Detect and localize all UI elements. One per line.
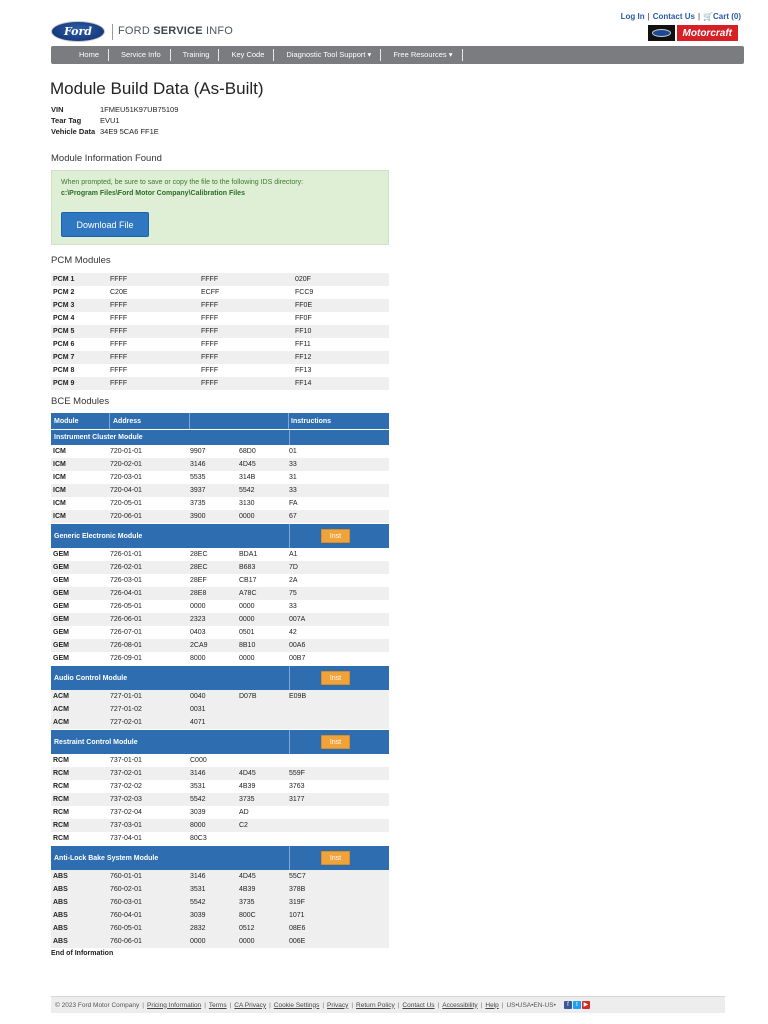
bce-value: 28EC: [190, 551, 208, 558]
pcm-value: FCC9: [295, 289, 314, 296]
pcm-value: FFFF: [110, 315, 128, 322]
nav-service-info[interactable]: Service Info: [108, 49, 170, 61]
bce-value: A1: [289, 551, 298, 558]
bce-module-code: ICM: [53, 474, 66, 481]
bce-module-code: RCM: [53, 835, 69, 842]
bce-row: [51, 832, 389, 845]
bce-value: 3937: [190, 487, 206, 494]
bce-address: 726-04-01: [110, 590, 142, 597]
bce-value: 67: [289, 513, 297, 520]
bce-value: 7D: [289, 564, 298, 571]
bce-value: 3735: [190, 500, 206, 507]
bce-value: 5542: [190, 796, 206, 803]
bce-value: FA: [289, 500, 298, 507]
bce-row: [51, 793, 389, 806]
bce-value: C000: [190, 757, 207, 764]
bce-value: 4B39: [239, 886, 256, 893]
pcm-row: [51, 377, 389, 390]
bce-value: 28EF: [190, 577, 207, 584]
contact-us-link[interactable]: Contact Us: [652, 12, 695, 21]
pcm-value: FFFF: [201, 367, 219, 374]
bce-value: 42: [289, 629, 297, 636]
bce-value: 3531: [190, 886, 206, 893]
bce-value: 0000: [239, 513, 255, 520]
notice-message: When prompted, be sure to save or copy the file to the following IDS directory:: [61, 179, 304, 186]
bce-value: 5535: [190, 474, 206, 481]
bce-row: [51, 445, 389, 458]
bce-value: 9907: [190, 448, 206, 455]
pcm-section-title: PCM Modules: [51, 255, 111, 266]
vehicle-meta: [51, 104, 178, 137]
bce-value: 1071: [289, 912, 305, 919]
footer-link[interactable]: Pricing Information: [146, 1001, 202, 1009]
bce-value: 5542: [190, 899, 206, 906]
header-address: Address: [110, 413, 190, 429]
bce-value: 33: [289, 603, 297, 610]
bce-row: [51, 870, 389, 883]
bce-address: 727-02-01: [110, 719, 142, 726]
notice-path: c:\Program Files\Ford Motor Company\Calibration Files: [61, 190, 245, 197]
twitter-icon[interactable]: t: [573, 1001, 581, 1009]
module-group-header: [51, 729, 389, 754]
bce-value: 4071: [190, 719, 206, 726]
bce-address: 720-06-01: [110, 513, 142, 520]
bce-address: 737-04-01: [110, 835, 142, 842]
bce-value: 3146: [190, 461, 206, 468]
bce-value: 2832: [190, 925, 206, 932]
bce-value: 00B7: [289, 655, 306, 662]
bce-address: 727-01-02: [110, 706, 142, 713]
bce-value: 3763: [289, 783, 305, 790]
bce-row: [51, 690, 389, 703]
bce-module-code: ABS: [53, 873, 68, 880]
pcm-module-name: PCM 1: [53, 276, 75, 283]
bce-value: 3146: [190, 770, 206, 777]
bce-row: [51, 600, 389, 613]
bce-address: 737-02-01: [110, 770, 142, 777]
bce-address: 726-08-01: [110, 642, 142, 649]
bce-value: 8B10: [239, 642, 256, 649]
bce-value: 3177: [289, 796, 305, 803]
pcm-value: FFFF: [201, 302, 219, 309]
bce-value: BDA1: [239, 551, 258, 558]
bce-address: 720-03-01: [110, 474, 142, 481]
copyright: © 2023 Ford Motor Company: [55, 1001, 140, 1009]
bce-address: 760-02-01: [110, 886, 142, 893]
youtube-icon[interactable]: ▶: [583, 1002, 589, 1008]
bce-value: 68D0: [239, 448, 256, 455]
bce-value: 28EC: [190, 564, 208, 571]
module-group-name: Audio Control Module: [54, 674, 128, 682]
bce-value: A78C: [239, 590, 257, 597]
bce-module-code: GEM: [53, 629, 69, 636]
bce-module-code: RCM: [53, 757, 69, 764]
bce-address: 726-09-01: [110, 655, 142, 662]
bce-address: 726-06-01: [110, 616, 142, 623]
bce-module-code: GEM: [53, 564, 69, 571]
bce-module-code: RCM: [53, 809, 69, 816]
header-instructions: Instructions: [291, 417, 332, 425]
bce-row: [51, 922, 389, 935]
bce-row: [51, 471, 389, 484]
page-title: Module Build Data (As-Built): [50, 79, 264, 98]
bce-address: 737-01-01: [110, 757, 142, 764]
bce-row: [51, 574, 389, 587]
bce-row: [51, 935, 389, 948]
ford-small-logo: [648, 25, 675, 41]
pcm-value: FF13: [295, 367, 312, 374]
pcm-value: ECFF: [201, 289, 220, 296]
bce-row: [51, 626, 389, 639]
bce-module-code: ICM: [53, 513, 66, 520]
bce-value: 0501: [239, 629, 255, 636]
bce-row: [51, 767, 389, 780]
nav-free-resources[interactable]: Free Resources ▾: [380, 49, 461, 61]
bce-row: [51, 909, 389, 922]
pcm-table: [51, 273, 389, 390]
bce-value: 0000: [239, 655, 255, 662]
bce-module-code: GEM: [53, 551, 69, 558]
cart-icon: 🛒: [703, 12, 713, 21]
bce-module-code: ICM: [53, 500, 66, 507]
bce-value: 2A: [289, 577, 298, 584]
bce-value: 28E8: [190, 590, 207, 597]
pcm-value: FFFF: [110, 276, 128, 283]
pcm-value: FF0F: [295, 315, 312, 322]
bce-value: 3531: [190, 783, 206, 790]
pcm-row: [51, 273, 389, 286]
bce-value: C2: [239, 822, 248, 829]
bce-value: 8000: [190, 655, 206, 662]
pcm-value: FFFF: [110, 367, 128, 374]
pcm-value: FF0E: [295, 302, 313, 309]
bce-value: 0031: [190, 706, 206, 713]
pcm-module-name: PCM 8: [53, 367, 75, 374]
bce-address: 726-05-01: [110, 603, 142, 610]
bce-row: [51, 819, 389, 832]
pcm-value: FFFF: [110, 302, 128, 309]
bce-row: [51, 703, 389, 716]
inst-button[interactable]: Inst: [321, 671, 350, 685]
bce-value: 3130: [239, 500, 255, 507]
bce-address: 720-02-01: [110, 461, 142, 468]
header-module: Module: [51, 413, 110, 429]
bce-value: 33: [289, 461, 297, 468]
bce-module-code: GEM: [53, 590, 69, 597]
bce-address: 737-03-01: [110, 822, 142, 829]
bce-address: 727-01-01: [110, 693, 142, 700]
bce-value: E09B: [289, 693, 307, 700]
footer-link[interactable]: Contact Us: [402, 1001, 435, 1009]
bce-value: 559F: [289, 770, 305, 777]
bce-module-code: RCM: [53, 783, 69, 790]
bce-row: [51, 780, 389, 793]
bce-value: 0403: [190, 629, 206, 636]
pcm-value: FF14: [295, 380, 312, 387]
nav-home[interactable]: Home: [79, 50, 100, 59]
bce-address: 760-03-01: [110, 899, 142, 906]
bce-module-code: ACM: [53, 719, 69, 726]
bce-module-code: ICM: [53, 448, 66, 455]
bce-module-code: ICM: [53, 487, 66, 494]
bce-value: 3039: [190, 912, 206, 919]
bce-row: [51, 484, 389, 497]
ford-logo[interactable]: Ford: [51, 21, 105, 42]
footer-link[interactable]: Accessibility: [442, 1001, 478, 1009]
pcm-value: FFFF: [201, 315, 219, 322]
bce-value: CB17: [239, 577, 257, 584]
bce-address: 737-02-02: [110, 783, 142, 790]
pcm-module-name: PCM 4: [53, 315, 75, 322]
pcm-value: FF10: [295, 328, 312, 335]
bce-module-code: ACM: [53, 693, 69, 700]
bce-row: [51, 716, 389, 729]
pcm-value: FFFF: [201, 380, 219, 387]
bce-address: 726-07-01: [110, 629, 142, 636]
bce-address: 760-01-01: [110, 873, 142, 880]
bce-value: 00A6: [289, 642, 306, 649]
bce-value: 0000: [190, 603, 206, 610]
module-group-header: [51, 845, 389, 870]
footer-link[interactable]: Terms: [208, 1001, 227, 1009]
bce-row: [51, 896, 389, 909]
bce-value: 314B: [239, 474, 256, 481]
pcm-value: FFFF: [110, 354, 128, 361]
bce-module-code: GEM: [53, 616, 69, 623]
bce-row: [51, 652, 389, 665]
pcm-row: [51, 325, 389, 338]
pcm-value: FFFF: [201, 341, 219, 348]
motorcraft-logo: Motorcraft: [677, 25, 738, 41]
pcm-value: FFFF: [201, 276, 219, 283]
footer-links: | Pricing Information | Terms | CA Privacy | Cookie Settings | Privacy | Return Policy | Contact Us | Accessibility | Help: [142, 1001, 499, 1009]
nav-training[interactable]: Training: [170, 49, 219, 61]
pcm-value: FFFF: [201, 328, 219, 335]
footer-link[interactable]: CA Privacy: [234, 1001, 267, 1009]
bce-row: [51, 497, 389, 510]
bce-value: 4D45: [239, 873, 256, 880]
bce-row: [51, 561, 389, 574]
pcm-value: FFFF: [110, 380, 128, 387]
bce-row: [51, 754, 389, 767]
module-group-name: Generic Electronic Module: [54, 532, 143, 540]
download-notice: [51, 170, 389, 245]
pcm-value: FF12: [295, 354, 312, 361]
bce-header-row: [51, 413, 389, 429]
bce-value: 75: [289, 590, 297, 597]
pcm-module-name: PCM 9: [53, 380, 75, 387]
vin-row: VIN 1FMEU51K97UB75109: [51, 105, 179, 114]
bce-value: 006E: [289, 938, 306, 945]
module-group-name: Anti-Lock Bake System Module: [54, 854, 159, 862]
bce-row: [51, 883, 389, 896]
nav-end-divider: [462, 49, 463, 61]
bce-value: 4D45: [239, 770, 256, 777]
bce-value: 3900: [190, 513, 206, 520]
pcm-row: [51, 364, 389, 377]
pcm-module-name: PCM 2: [53, 289, 75, 296]
main-nav: [51, 46, 744, 64]
bce-module-code: ABS: [53, 925, 68, 932]
bce-value: 0000: [190, 938, 206, 945]
nav-key-code[interactable]: Key Code: [218, 49, 273, 61]
module-group-header: [51, 429, 389, 445]
footer-link[interactable]: Cookie Settings: [273, 1001, 320, 1009]
bce-value: 3735: [239, 899, 255, 906]
bce-value: 55C7: [289, 873, 306, 880]
module-group-header: [51, 523, 389, 548]
bce-module-code: RCM: [53, 822, 69, 829]
bce-value: 31: [289, 474, 297, 481]
bce-value: AD: [239, 809, 249, 816]
site-footer: © 2023 Ford Motor Company | Pricing Information | Terms | CA Privacy | Cookie Settings | Privacy | Return Policy | Contact Us | Accessibility | Help | US•USA•EN-US• f t ▶: [51, 996, 725, 1013]
bce-module-code: ABS: [53, 938, 68, 945]
bce-row: [51, 458, 389, 471]
bce-address: 726-01-01: [110, 551, 142, 558]
pcm-module-name: PCM 6: [53, 341, 75, 348]
bce-value: 007A: [289, 616, 306, 623]
bce-value: 800C: [239, 912, 256, 919]
brand-title: FORD SERVICE INFO: [118, 25, 234, 37]
footer-link[interactable]: Help: [485, 1001, 499, 1009]
facebook-icon[interactable]: f: [564, 1001, 572, 1009]
pcm-module-name: PCM 5: [53, 328, 75, 335]
download-file-button[interactable]: Download File: [61, 212, 149, 237]
module-group-name: Restraint Control Module: [54, 738, 138, 746]
bce-address: 760-05-01: [110, 925, 142, 932]
bce-address: 760-04-01: [110, 912, 142, 919]
bce-row: [51, 639, 389, 652]
bce-address: 726-02-01: [110, 564, 142, 571]
bce-value: 80C3: [190, 835, 207, 842]
bce-module-code: RCM: [53, 796, 69, 803]
bce-address: 720-05-01: [110, 500, 142, 507]
locale-selector[interactable]: US•USA•EN-US•: [506, 1001, 556, 1009]
tear-tag-row: Tear Tag EVU1: [51, 116, 120, 125]
bce-row: [51, 510, 389, 523]
social-links: [564, 1001, 590, 1009]
account-links: Log In | Contact Us | 🛒Cart (0): [620, 12, 741, 21]
bce-row: [51, 548, 389, 561]
pcm-value: FFFF: [110, 328, 128, 335]
bce-address: 737-02-04: [110, 809, 142, 816]
bce-address: 720-04-01: [110, 487, 142, 494]
pcm-row: [51, 351, 389, 364]
bce-address: 737-02-03: [110, 796, 142, 803]
bce-module-code: GEM: [53, 577, 69, 584]
pcm-row: [51, 338, 389, 351]
bce-value: 8000: [190, 822, 206, 829]
info-heading: Module Information Found: [51, 153, 162, 164]
site-header: [51, 12, 741, 46]
bce-module-code: ACM: [53, 706, 69, 713]
bce-value: 4D45: [239, 461, 256, 468]
bce-section-title: BCE Modules: [51, 396, 110, 407]
end-of-information: End of Information: [51, 950, 114, 957]
bce-module-code: ABS: [53, 912, 68, 919]
bce-address: 760-06-01: [110, 938, 142, 945]
pcm-value: C20E: [110, 289, 128, 296]
bce-value: 0040: [190, 693, 206, 700]
cart-link[interactable]: 🛒Cart (0): [703, 12, 741, 21]
bce-value: 33: [289, 487, 297, 494]
bce-value: B683: [239, 564, 256, 571]
bce-module-code: GEM: [53, 655, 69, 662]
bce-row: [51, 806, 389, 819]
vehicle-data-row: Vehicle Data 34E9 5CA6 FF1E: [51, 127, 159, 136]
bce-value: 4B39: [239, 783, 256, 790]
bce-value: 3146: [190, 873, 206, 880]
bce-value: 0512: [239, 925, 255, 932]
bce-module-code: ABS: [53, 886, 68, 893]
bce-module-code: GEM: [53, 603, 69, 610]
bce-value: 0000: [239, 603, 255, 610]
bce-value: 0000: [239, 616, 255, 623]
bce-table: [51, 413, 389, 948]
bce-module-code: ABS: [53, 899, 68, 906]
inst-button[interactable]: Inst: [321, 529, 350, 543]
bce-module-code: ICM: [53, 461, 66, 468]
login-link[interactable]: Log In: [620, 12, 645, 21]
pcm-row: [51, 299, 389, 312]
pcm-module-name: PCM 3: [53, 302, 75, 309]
module-group-header: [51, 665, 389, 690]
bce-value: 319F: [289, 899, 305, 906]
header-blank: [190, 413, 289, 429]
nav-diagnostic-tool-support[interactable]: Diagnostic Tool Support ▾: [273, 49, 380, 61]
bce-value: 01: [289, 448, 297, 455]
pcm-row: [51, 312, 389, 325]
bce-value: 0000: [239, 938, 255, 945]
pcm-value: FFFF: [201, 354, 219, 361]
bce-value: 08E6: [289, 925, 306, 932]
motorcraft-logos[interactable]: [648, 25, 738, 41]
pcm-module-name: PCM 7: [53, 354, 75, 361]
bce-value: 5542: [239, 487, 255, 494]
pcm-row: [51, 286, 389, 299]
bce-value: 378B: [289, 886, 306, 893]
footer-link[interactable]: Privacy: [327, 1001, 349, 1009]
pcm-value: FFFF: [110, 341, 128, 348]
bce-address: 726-03-01: [110, 577, 142, 584]
footer-link[interactable]: Return Policy: [356, 1001, 395, 1009]
bce-row: [51, 613, 389, 626]
module-group-name: Instrument Cluster Module: [54, 434, 143, 441]
bce-module-code: RCM: [53, 770, 69, 777]
bce-value: D07B: [239, 693, 257, 700]
bce-value: 2323: [190, 616, 206, 623]
inst-button[interactable]: Inst: [321, 851, 350, 865]
bce-value: 3039: [190, 809, 206, 816]
inst-button[interactable]: Inst: [321, 735, 350, 749]
pcm-value: 020F: [295, 276, 311, 283]
pcm-value: FF11: [295, 341, 311, 348]
bce-value: 3735: [239, 796, 255, 803]
bce-value: 2CA9: [190, 642, 208, 649]
bce-address: 720-01-01: [110, 448, 142, 455]
brand-divider: [112, 24, 113, 40]
bce-module-code: GEM: [53, 642, 69, 649]
bce-row: [51, 587, 389, 600]
